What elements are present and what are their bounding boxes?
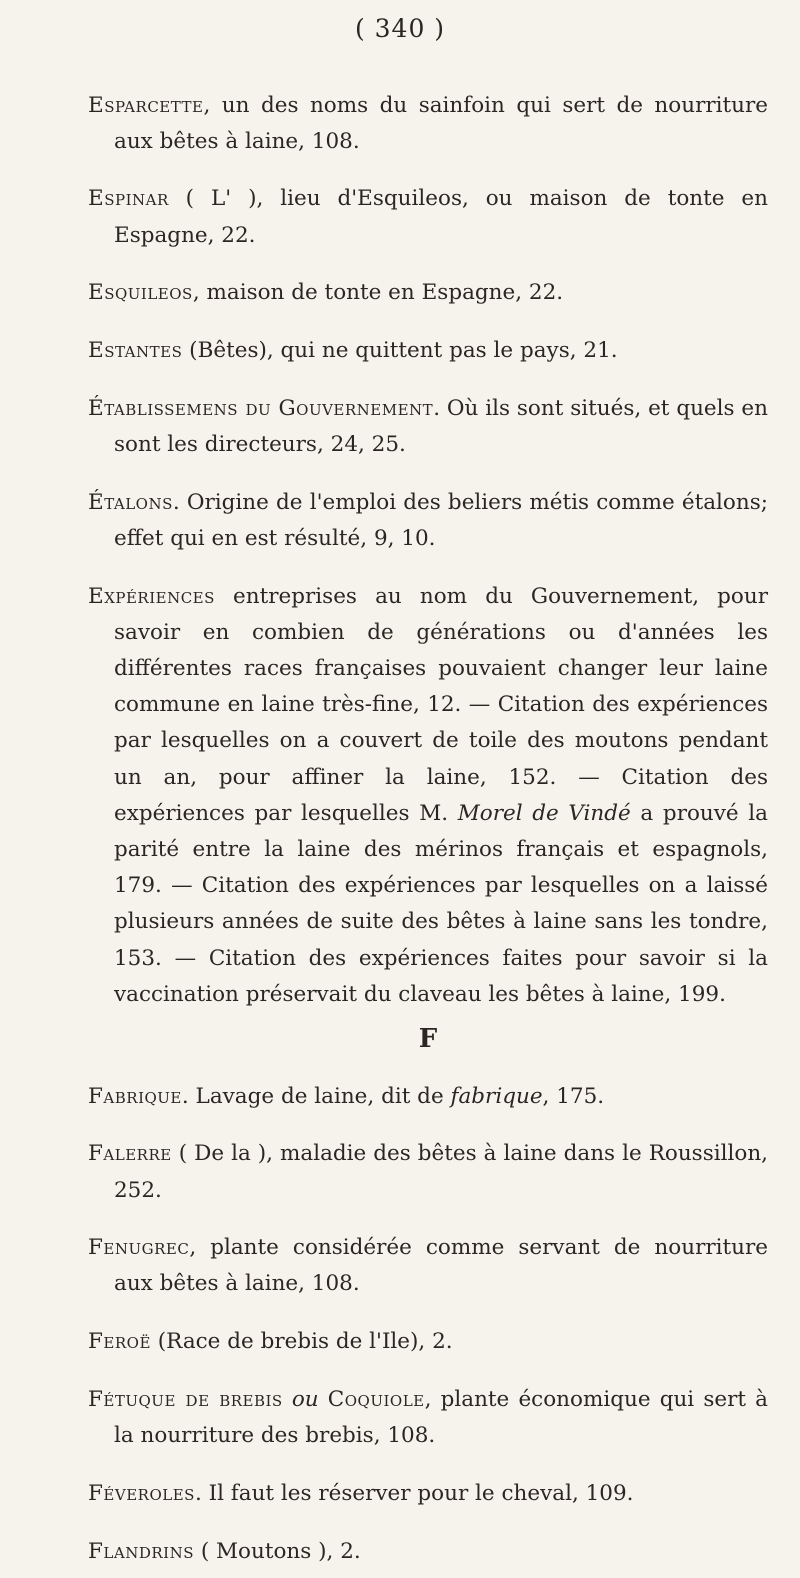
index-entry xyxy=(88,485,768,557)
entry-text: ( De la ), maladie des bêtes à laine dans le Roussillon, 252. xyxy=(114,1141,768,1203)
index-entry xyxy=(88,1534,768,1570)
entry-headword: Fétuque de brebis xyxy=(88,1386,283,1412)
entry-headword: Flandrins xyxy=(88,1538,194,1564)
entry-italic: Morel de Vindé xyxy=(457,800,631,826)
index-entry xyxy=(88,275,768,311)
section-letter: F xyxy=(418,1023,438,1054)
entry-headword: Espinar xyxy=(88,186,169,212)
entry-text: . Il faut les réserver pour le cheval, 109. xyxy=(194,1480,634,1506)
index-entry xyxy=(88,88,768,160)
entry-text: ( Moutons ), 2. xyxy=(193,1538,361,1564)
entry-headword: Fenugrec xyxy=(88,1235,190,1261)
entry-text: ( L' ), lieu d'Esquileos, ou maison de tonte en Espagne, 22. xyxy=(114,186,768,248)
entry-text: (Bêtes), qui ne quittent pas le pays, 21. xyxy=(182,338,618,364)
entry-headword: Établissemens du Gouvernement xyxy=(88,395,434,421)
entry-headword: Esparcette xyxy=(88,92,204,118)
entry-headword: Féveroles xyxy=(88,1480,195,1506)
entry-text: . Lavage de laine, dit de xyxy=(181,1083,451,1109)
index-entries xyxy=(88,66,768,1578)
entry-headword: Esquileos xyxy=(88,280,193,306)
index-entry xyxy=(88,391,768,463)
index-entry xyxy=(88,1079,768,1115)
entry-text: , plante économique qui sert à la nourriture des brebis, 108. xyxy=(114,1386,768,1449)
index-entry xyxy=(88,333,768,369)
entry-headword: Expériences xyxy=(88,583,215,609)
index-entry xyxy=(88,579,768,1013)
entry-headword: Feroë xyxy=(88,1329,151,1355)
index-entry xyxy=(88,1136,768,1208)
entry-text: . Origine de l'emploi des beliers métis comme étalons; effet qui en est résulté, 9, 10. xyxy=(114,489,768,551)
entry-headword: Étalons xyxy=(88,489,173,515)
entry-headword: Fabrique xyxy=(88,1083,182,1109)
entry-headword: Estantes xyxy=(88,338,183,364)
index-entry xyxy=(88,181,768,253)
entry-text: , plante considérée comme servant de nourriture aux bêtes à laine, 108. xyxy=(114,1235,768,1297)
entry-italic: ou xyxy=(282,1386,328,1412)
entry-text: . Où ils sont situés, et quels en sont les directeurs, 24, 25. xyxy=(114,395,769,457)
entry-text: (Race de brebis de l'Ile), 2. xyxy=(150,1329,453,1355)
index-entry xyxy=(88,1476,768,1512)
entry-headword: Falerre xyxy=(88,1141,172,1167)
entry-headword: Coquiole xyxy=(327,1386,425,1412)
entry-text: , un des noms du sainfoin qui sert de nourriture aux bêtes à laine, 108. xyxy=(114,92,768,154)
entry-italic: fabrique xyxy=(450,1083,543,1109)
entry-text: , 175. xyxy=(542,1083,605,1109)
entry-text: a prouvé la parité entre la laine des mérinos français et espagnols, 179. — Citation des expériences par lesquelles on a laissé plusieurs années de suite des bêtes à laine sans les tondre, 153. — Citation des expériences faites pour savoir si la vaccination préservait du claveau les bêtes à laine, 199. xyxy=(114,800,768,1007)
page-number: ( 340 ) xyxy=(354,14,446,43)
index-entry xyxy=(88,1230,768,1302)
index-entry xyxy=(88,1324,768,1360)
index-entry xyxy=(88,1382,768,1454)
entry-text: , maison de tonte en Espagne, 22. xyxy=(192,280,564,306)
entry-text: entreprises au nom du Gouvernement, pour savoir en combien de générations ou d'années les différentes races françaises pouvaient changer leur laine commune en laine très-fine, 12. — Citation des expériences par lesquelles on a couvert de toile des moutons pendant un an, pour affiner la laine, 152. — Citation des expériences par lesquelles M. xyxy=(114,583,768,826)
